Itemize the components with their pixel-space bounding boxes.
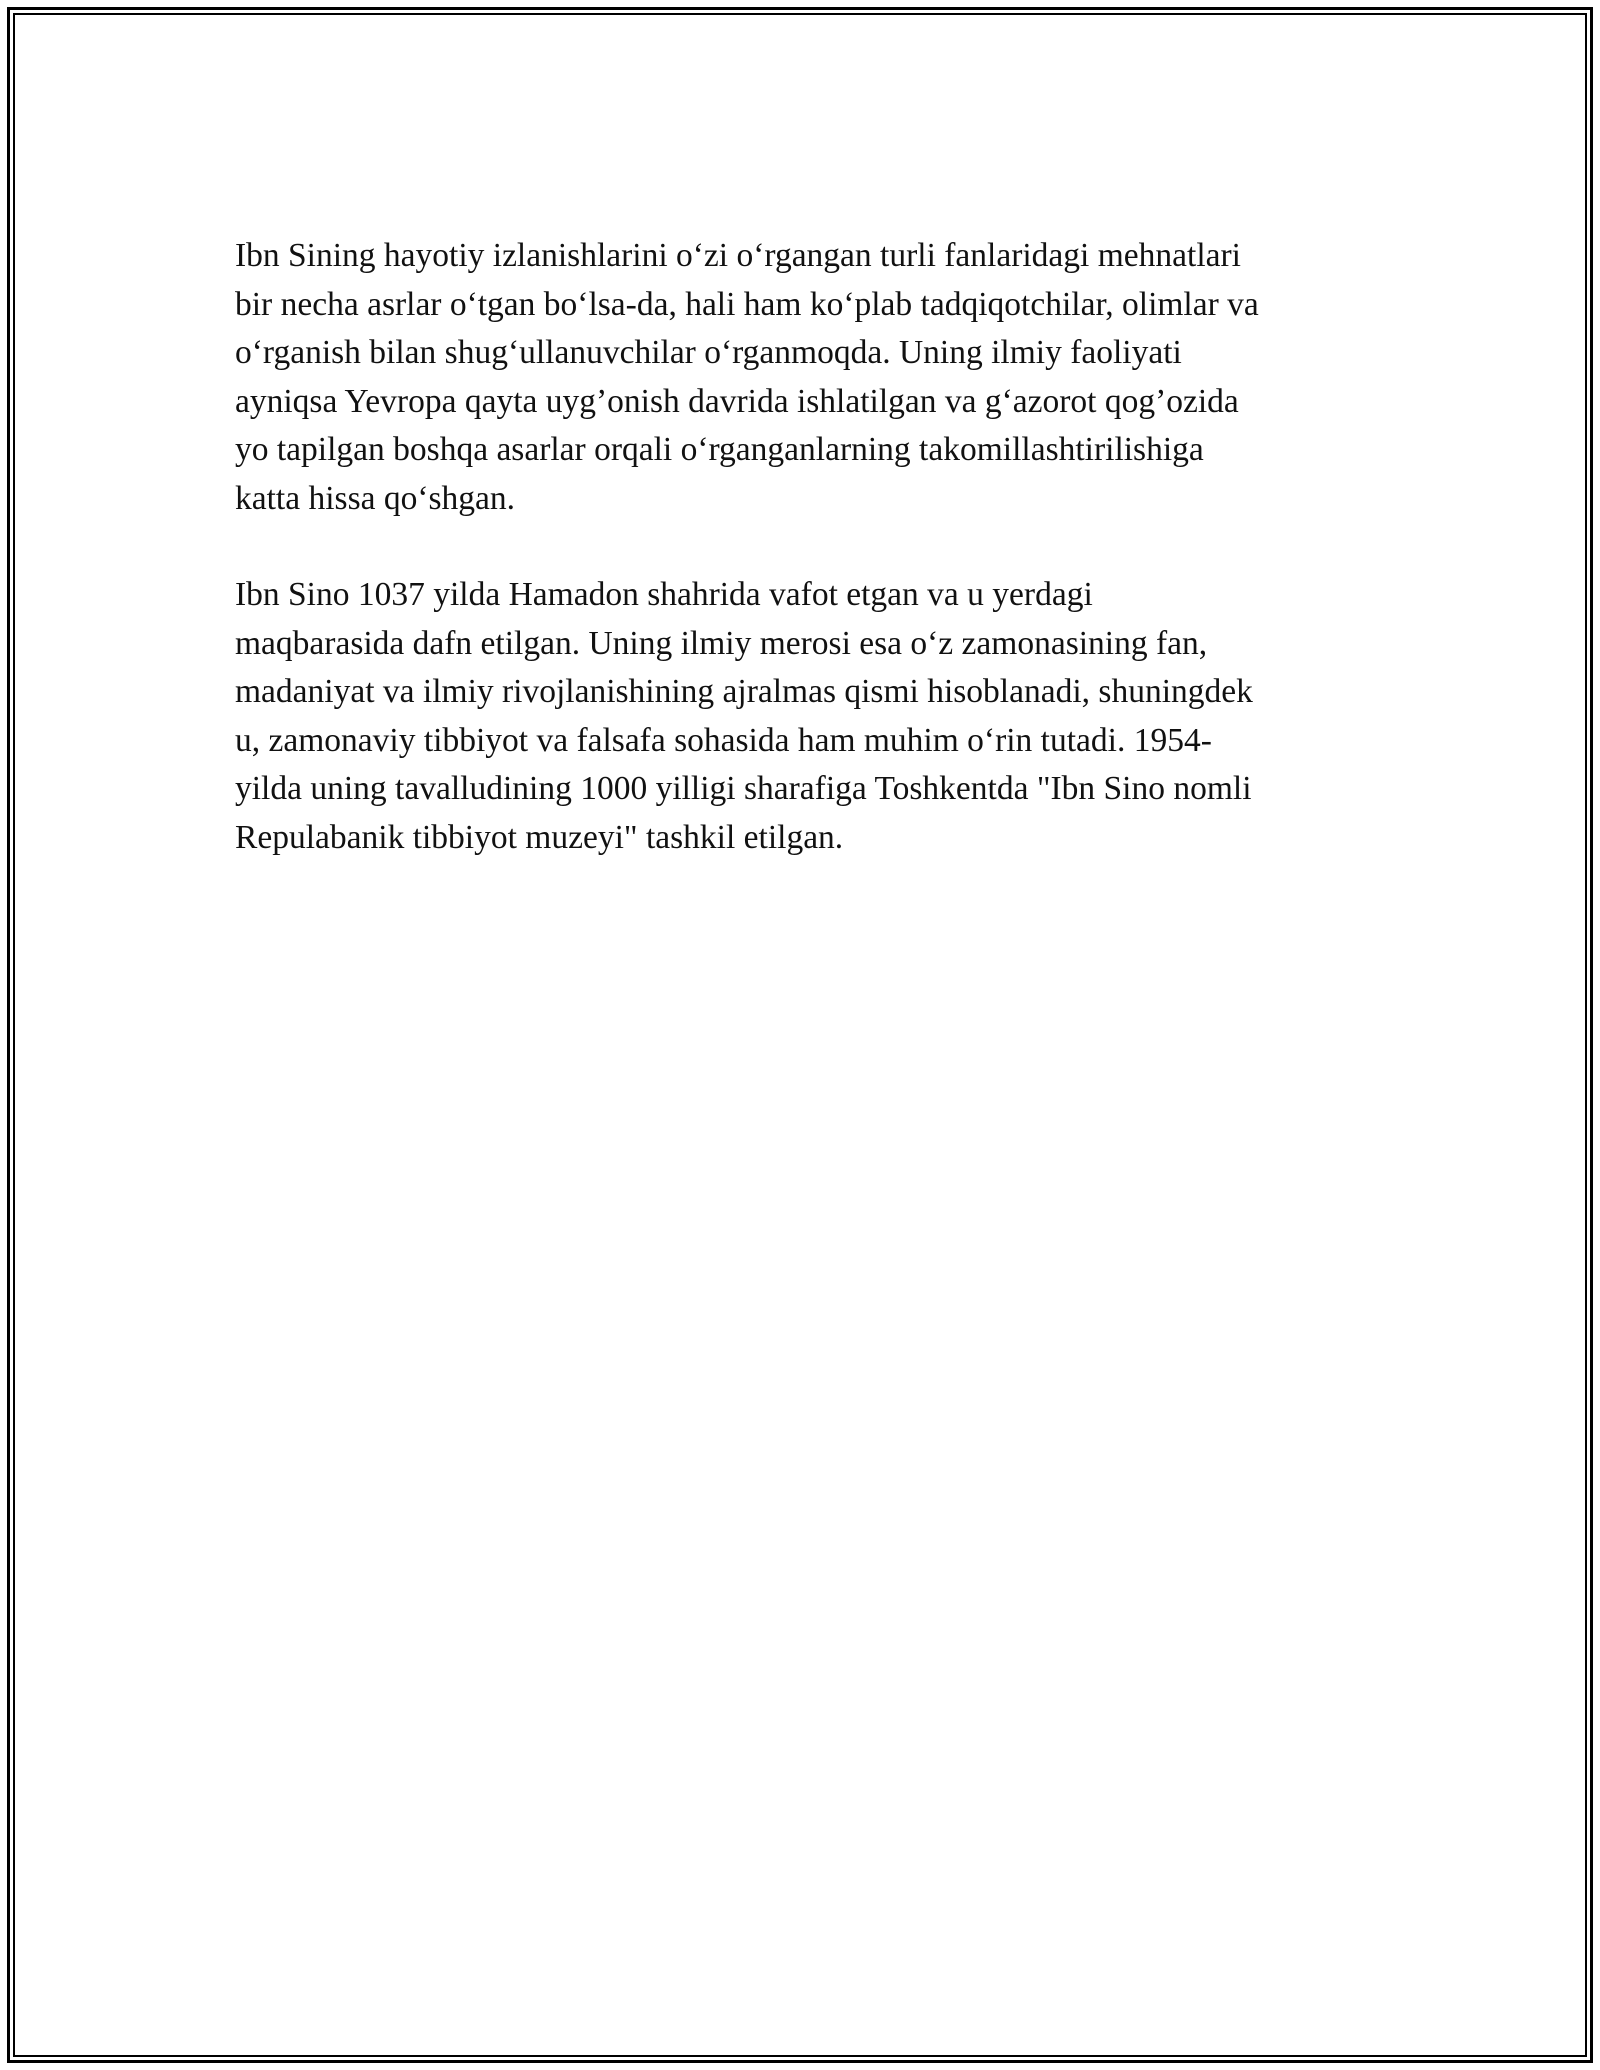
paragraph-1: Ibn Sining hayotiy izlanishlarini o‘zi o‘rgangan turli fanlaridagi mehnatlari bir necha asrlar o‘tgan bo‘lsa-da, hali ham ko‘plab tadqiqotchilar, olimlar va o‘rganish bilan shug‘ullanuvchilar o‘rganmoqda. Uning ilmiy faoliyati ayniqsa Yevropa qayta uyg’onish davrida ishlatilgan va g‘azorot qog’ozida yo tapilgan boshqa asarlar orqali o‘rganganlarning takomillashtirilishiga katta hissa qo‘shgan.	[235, 237, 1259, 517]
paragraph-2: Ibn Sino 1037 yilda Hamadon shahrida vafot etgan va u yerdagi maqbarasida dafn etilgan. Uning ilmiy merosi esa o‘z zamonasining fan, madaniyat va ilmiy rivojlanishining ajralmas qismi hisoblanadi, shuningdek u, zamonaviy tibbiyot va falsafa sohasida ham muhim o‘rin tutadi. 1954- yilda uning tavalludining 1000 yilligi sharafiga Toshkentda "Ibn Sino nomli Repulabanik tibbiyot muzeyi" tashkil etilgan.	[235, 576, 1253, 856]
document-body	[235, 232, 1375, 862]
